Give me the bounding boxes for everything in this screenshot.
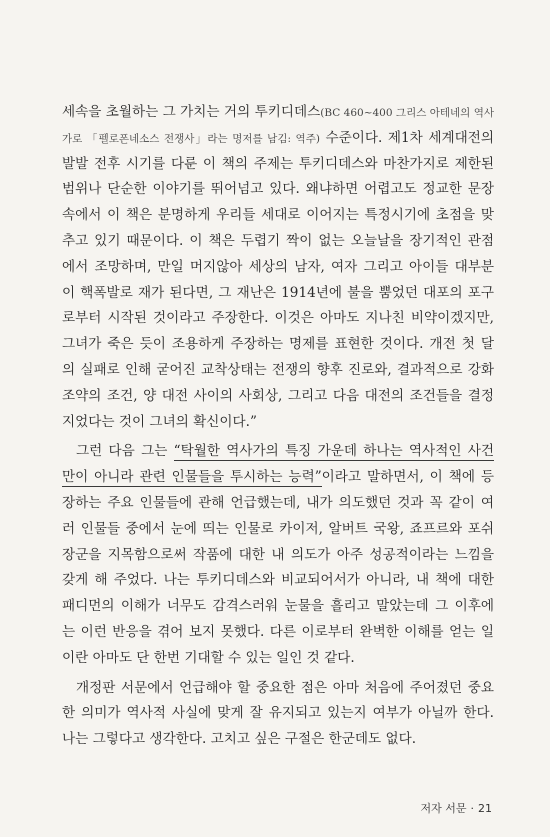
text-line	[62, 676, 494, 702]
text-line	[62, 465, 494, 491]
text-run: 이라고 말하면서, 이 책에 등	[321, 469, 494, 486]
body-text	[62, 100, 494, 753]
text-run: 범위나 단순한 이야기를 뛰어넘고 있다. 왜냐하면 어렵고도 정교한 문장	[62, 181, 494, 198]
text-run: 에서 조망하며, 만일 머지않아 세상의 남자, 여자 그리고 아이들 대부분	[62, 258, 494, 275]
text-run: 개정판 서문에서 언급해야 할 중요한 점은 아마 처음에 주어졌던 중요	[76, 679, 494, 696]
text-run: 장군을 지목함으로써 작품에 대한 내 의도가 아주 성공적이라는 느낌을	[62, 546, 494, 563]
footer-separator: ·	[470, 802, 474, 815]
text-run: 그녀가 죽은 듯이 조용하게 주장하는 명제를 표현한 것이다. 개전 첫 달	[62, 336, 494, 353]
text-run: 는 이런 반응을 겪어 보지 못했다. 다른 이로부터 완벽한 이해를 얻는 일	[62, 623, 494, 640]
text-line	[62, 306, 494, 332]
text-line	[62, 594, 494, 620]
text-run: 추고 있기 때문이다. 이 책은 두렵기 짝이 없는 오늘날을 장기적인 관점	[62, 232, 494, 249]
text-run: 갖게 해 주었다. 나는 투키디데스와 비교되어서가 아니라, 내 책에 대한	[62, 572, 494, 589]
translator-note: 가로 「펠로폰네소스 전쟁사」라는 명저를 남김: 역주)	[62, 132, 320, 145]
text-run: 의 실패로 인해 굳어진 교착상태는 전쟁의 향후 진로와, 결과적으로 강화	[62, 361, 494, 378]
text-line	[62, 410, 494, 436]
text-run: 이 핵폭발로 재가 된다면, 그 재난은 1914년에 불을 뿜었던 대포의 포구	[62, 284, 494, 301]
text-run: 한 의미가 역사적 사실에 맞게 잘 유지되고 있는지 여부가 아닐까 한다.	[62, 705, 494, 722]
paragraph	[62, 676, 494, 753]
text-line	[62, 727, 494, 753]
text-run: 패디먼의 이해가 너무도 감격스러워 눈물을 흘리고 말았는데 그 이후에	[62, 598, 494, 615]
text-line	[62, 384, 494, 410]
text-line	[62, 152, 494, 178]
text-run: 발발 전후 시기를 다룬 이 책의 주제는 투키디데스와 마찬가지로 제한된	[62, 155, 494, 172]
text-line	[62, 646, 494, 672]
text-line	[62, 543, 494, 569]
paragraph	[62, 100, 494, 435]
text-line	[62, 517, 494, 543]
page-footer	[420, 800, 492, 816]
text-line	[62, 126, 494, 152]
text-run: 수준이다. 제1차 세계대전의	[319, 129, 494, 146]
text-line	[62, 620, 494, 646]
text-line	[62, 568, 494, 594]
text-run: 속에서 이 책은 분명하게 우리들 세대로 이어지는 특정시기에 초점을 맞	[62, 207, 494, 224]
text-run: 세속을 초월하는 그 가치는 거의 투키디데스	[62, 104, 321, 120]
text-line	[62, 255, 494, 281]
text-line	[62, 439, 494, 465]
text-run: 나는 그렇다고 생각한다. 고치고 싶은 구절은 한군데도 없다.	[62, 731, 417, 748]
running-footer-section: 저자 서문	[420, 802, 467, 815]
text-line	[62, 100, 494, 126]
text-line	[62, 281, 494, 307]
page-number: 21	[478, 802, 492, 815]
text-line	[62, 358, 494, 384]
text-run: 그런 다음 그는	[76, 443, 174, 460]
text-run: 이란 아마도 단 한번 기대할 수 있는 일인 것 같다.	[62, 649, 355, 666]
text-line	[62, 229, 494, 255]
text-run: 러 인물들 중에서 눈에 띄는 인물로 카이저, 알버트 국왕, 죠프르와 포쉬	[62, 520, 494, 537]
text-line	[62, 332, 494, 358]
underlined-quote: 만이 아니라 관련 인물들을 투시하는 능력”	[62, 469, 322, 486]
text-run: 로부터 시작된 것이라고 주장한다. 이것은 아마도 지나친 비약이겠지만,	[62, 310, 494, 327]
underlined-quote: “탁월한 역사가의 특징 가운데 하나는 역사적인 사건	[173, 443, 494, 460]
paragraph	[62, 439, 494, 671]
text-run: 조약의 조건, 양 대전 사이의 사회상, 그리고 다음 대전의 조건들을 결정	[62, 387, 494, 404]
text-line	[62, 701, 494, 727]
text-run: 장하는 주요 인물들에 관해 언급했는데, 내가 의도했던 것과 꼭 같이 여	[62, 494, 494, 511]
translator-note: (BC 460~400 그리스 아테네의 역사	[320, 107, 494, 119]
text-run: 지었다는 것이 그녀의 확신이다.”	[62, 413, 257, 430]
text-line	[62, 203, 494, 229]
text-line	[62, 177, 494, 203]
text-line	[62, 491, 494, 517]
